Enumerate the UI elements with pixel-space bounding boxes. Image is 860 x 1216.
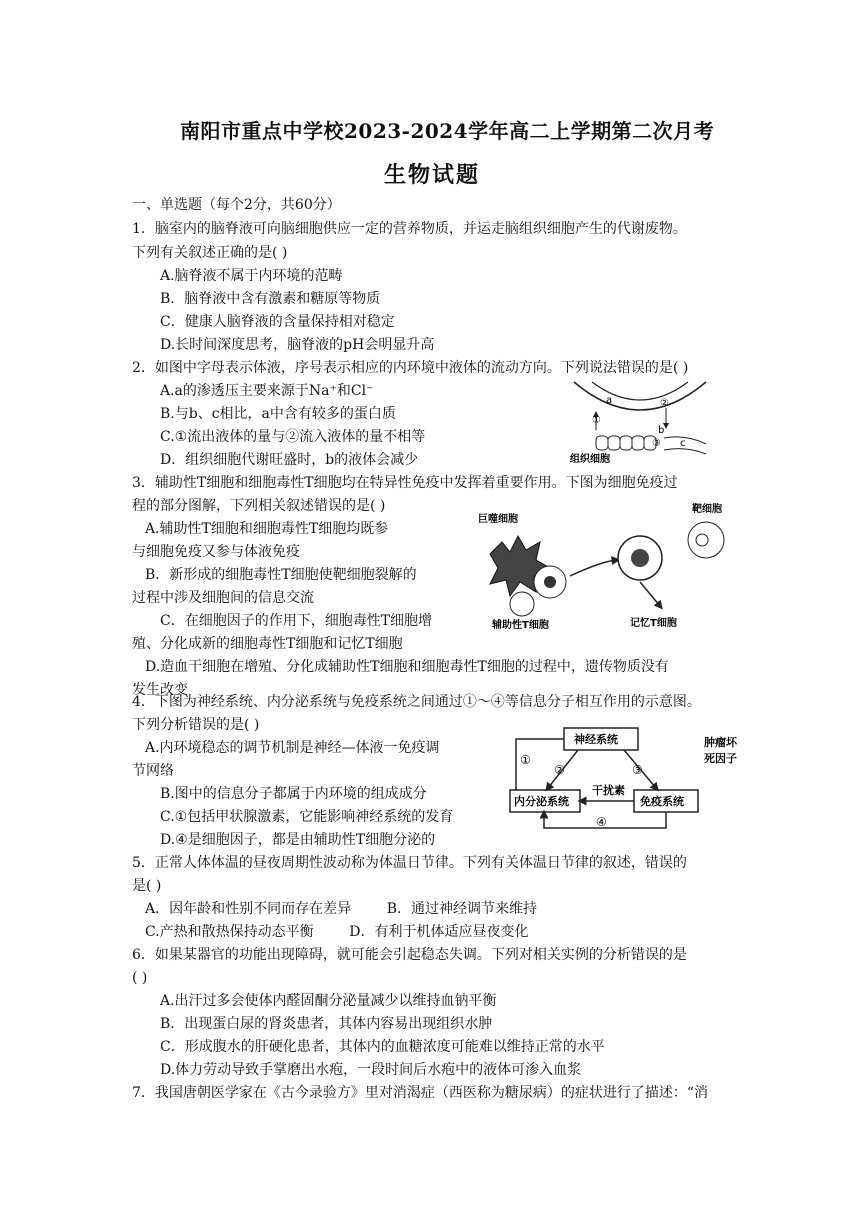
q4-option-b: B.图中的信息分子都属于内环境的组成成分 xyxy=(160,786,427,802)
lymph-vessel-lower xyxy=(664,449,706,454)
activation-arrow xyxy=(570,560,616,576)
q4-option-d: D.④是细胞因子，都是由辅助性T细胞分泌的 xyxy=(160,832,436,848)
q2-option-a: A.a的渗透压主要来源于Na⁺和Cl⁻ xyxy=(160,383,374,399)
q6-option-c: C．形成腹水的肝硬化患者，其体内的血糖浓度可能难以维持正常的水平 xyxy=(160,1039,605,1055)
q3-stem-line2: 程的部分图解，下列相关叙述错误的是( ) xyxy=(132,498,386,514)
fig-memory-label: 记忆T细胞 xyxy=(630,618,677,629)
q4-option-a-line1: A.内环境稳态的调节机制是神经—体液一免疫调 xyxy=(145,740,440,756)
q4-system-interaction-figure xyxy=(508,724,754,834)
q2-option-c: C.①流出液体的量与②流入液体的量不相等 xyxy=(160,429,426,445)
fig-num-4: ④ xyxy=(596,815,607,829)
fig-num-2: ② xyxy=(554,763,565,777)
fig-num-2: ② xyxy=(660,398,669,409)
fig-endocrine-label: 内分泌系统 xyxy=(514,795,569,808)
q3-option-d-line2: 发生改变 xyxy=(132,682,188,698)
q6-option-b: B．出现蛋白尿的肾炎患者，其体内容易出现组织水肿 xyxy=(160,1016,493,1032)
fig-num-1: ① xyxy=(592,415,601,426)
q2-body-fluid-figure xyxy=(570,378,710,464)
q2-option-d: D．组织细胞代谢旺盛时，b的液体会减少 xyxy=(160,452,419,468)
fig-num-1: ① xyxy=(520,753,531,767)
q2-option-b: B.与b、c相比，a中含有较多的蛋白质 xyxy=(160,406,396,422)
helper-t-cell-lower xyxy=(510,592,534,616)
q6-option-d: D.体力劳动导致手掌磨出水疱，一段时间后水疱中的液体可渗入血浆 xyxy=(160,1062,582,1078)
q3-option-c-line1: C．在细胞因子的作用下，细胞毒性T细胞增 xyxy=(160,613,433,629)
fig-label-c: c xyxy=(680,438,686,449)
fig-tnf-label-1: 肿瘤坏 xyxy=(704,736,737,749)
fig-num-3: ③ xyxy=(652,438,661,449)
fig-helper-label: 辅助性T细胞 xyxy=(492,620,549,631)
q4-stem-line1: 4．下图为神经系统、内分泌系统与免疫系统之间通过①～④等信息分子相互作用的示意图。 xyxy=(132,694,701,710)
q1-option-d: D.长时间深度思考，脑脊液的pH会明显升高 xyxy=(160,337,435,353)
cytotoxic-t-cell-nucleus xyxy=(631,549,649,567)
q5-options-ab: A．因年龄和性别不同而存在差异 B．通过神经调节来维持 xyxy=(145,901,537,917)
helper-t-cell-nucleus xyxy=(544,576,556,588)
q1-stem-line2: 下列有关叙述正确的是( ) xyxy=(132,245,288,261)
q4-stem-line2: 下列分析错误的是( ) xyxy=(132,717,260,733)
memory-arrow xyxy=(640,582,660,606)
capillary-outer-wall xyxy=(574,382,706,410)
q3-option-b-line2: 过程中涉及细胞间的信息交流 xyxy=(132,590,314,606)
fig-tissue-cell-label: 组织细胞 xyxy=(570,454,610,464)
q6-stem-line2: ( ) xyxy=(132,970,148,986)
fig-tnf-label-2: 死因子 xyxy=(704,752,737,765)
q3-option-a-line2: 与细胞免疫又参与体液免疫 xyxy=(132,544,300,560)
q1-stem-line1: 1．脑室内的脑脊液可向脑细胞供应一定的营养物质，并运走脑组织细胞产生的代谢废物。 xyxy=(132,221,687,237)
q3-option-a-line1: A.辅助性T细胞和细胞毒性T细胞均既参 xyxy=(145,521,389,537)
fig-nervous-label: 神经系统 xyxy=(574,733,618,746)
q5-options-cd: C.产热和散热保持动态平衡 D．有利于机体适应昼夜变化 xyxy=(145,924,529,940)
q3-stem-line1: 3．辅助性T细胞和细胞毒性T细胞均在特异性免疫中发挥着重要作用。下图为细胞免疫过 xyxy=(132,475,678,491)
q3-option-d-line1: D.造血干细胞在增殖、分化成辅助性T细胞和细胞毒性T细胞的过程中，遗传物质没有 xyxy=(145,659,669,675)
fig-label-a: a xyxy=(606,395,613,406)
q4-option-c: C.①包括甲状腺激素，它能影响神经系统的发育 xyxy=(160,809,454,825)
q6-option-a: A.出汗过多会使体内醛固酮分泌量减少以维持血钠平衡 xyxy=(160,993,497,1009)
q7-stem-line1: 7．我国唐朝医学家在《古今录验方》里对消渴症（西医称为糖尿病）的症状进行了描述：“消 xyxy=(132,1085,709,1101)
target-cell-nucleus xyxy=(696,534,708,546)
fig-target-label: 靶细胞 xyxy=(692,504,722,515)
fig-num-3: ③ xyxy=(632,763,643,777)
fig-label-b: b xyxy=(658,425,665,436)
q6-stem-line1: 6．如果某器官的功能出现障碍，就可能会引起稳态失调。下列对相关实例的分析错误的是 xyxy=(132,947,687,963)
fig-interferon-label: 干扰素 xyxy=(592,784,625,797)
q5-stem-line2: 是( ) xyxy=(132,878,162,894)
q3-option-c-line2: 殖、分化成新的细胞毒性T细胞和记忆T细胞 xyxy=(132,636,403,652)
q2-stem: 2．如图中字母表示体液，序号表示相应的内环境中液体的流动方向。下列说法错误的是( ) xyxy=(132,360,689,376)
exam-title: 南阳市重点中学校2023-2024学年高二上学期第二次月考 xyxy=(180,119,715,143)
q3-option-b-line1: B．新形成的细胞毒性T细胞使靶细胞裂解的 xyxy=(145,567,417,583)
q1-option-c: C．健康人脑脊液的含量保持相对稳定 xyxy=(160,314,395,330)
q1-option-a: A.脑脊液不属于内环境的范畴 xyxy=(160,268,343,284)
q5-stem-line1: 5．正常人体体温的昼夜周期性波动称为体温日节律。下列有关体温日节律的叙述，错误的 xyxy=(132,855,687,871)
q3-cell-immunity-figure xyxy=(470,502,750,632)
q4-option-a-line2: 节网络 xyxy=(132,763,174,779)
fig-immune-label: 免疫系统 xyxy=(640,795,684,808)
fig-macrophage-label: 巨噬细胞 xyxy=(478,514,518,525)
q1-option-b: B．脑脊液中含有激素和糖原等物质 xyxy=(160,291,381,307)
tissue-cells xyxy=(596,436,656,450)
exam-subtitle: 生物试题 xyxy=(384,162,481,188)
section-heading: 一、单选题（每个2分，共60分） xyxy=(132,197,341,213)
